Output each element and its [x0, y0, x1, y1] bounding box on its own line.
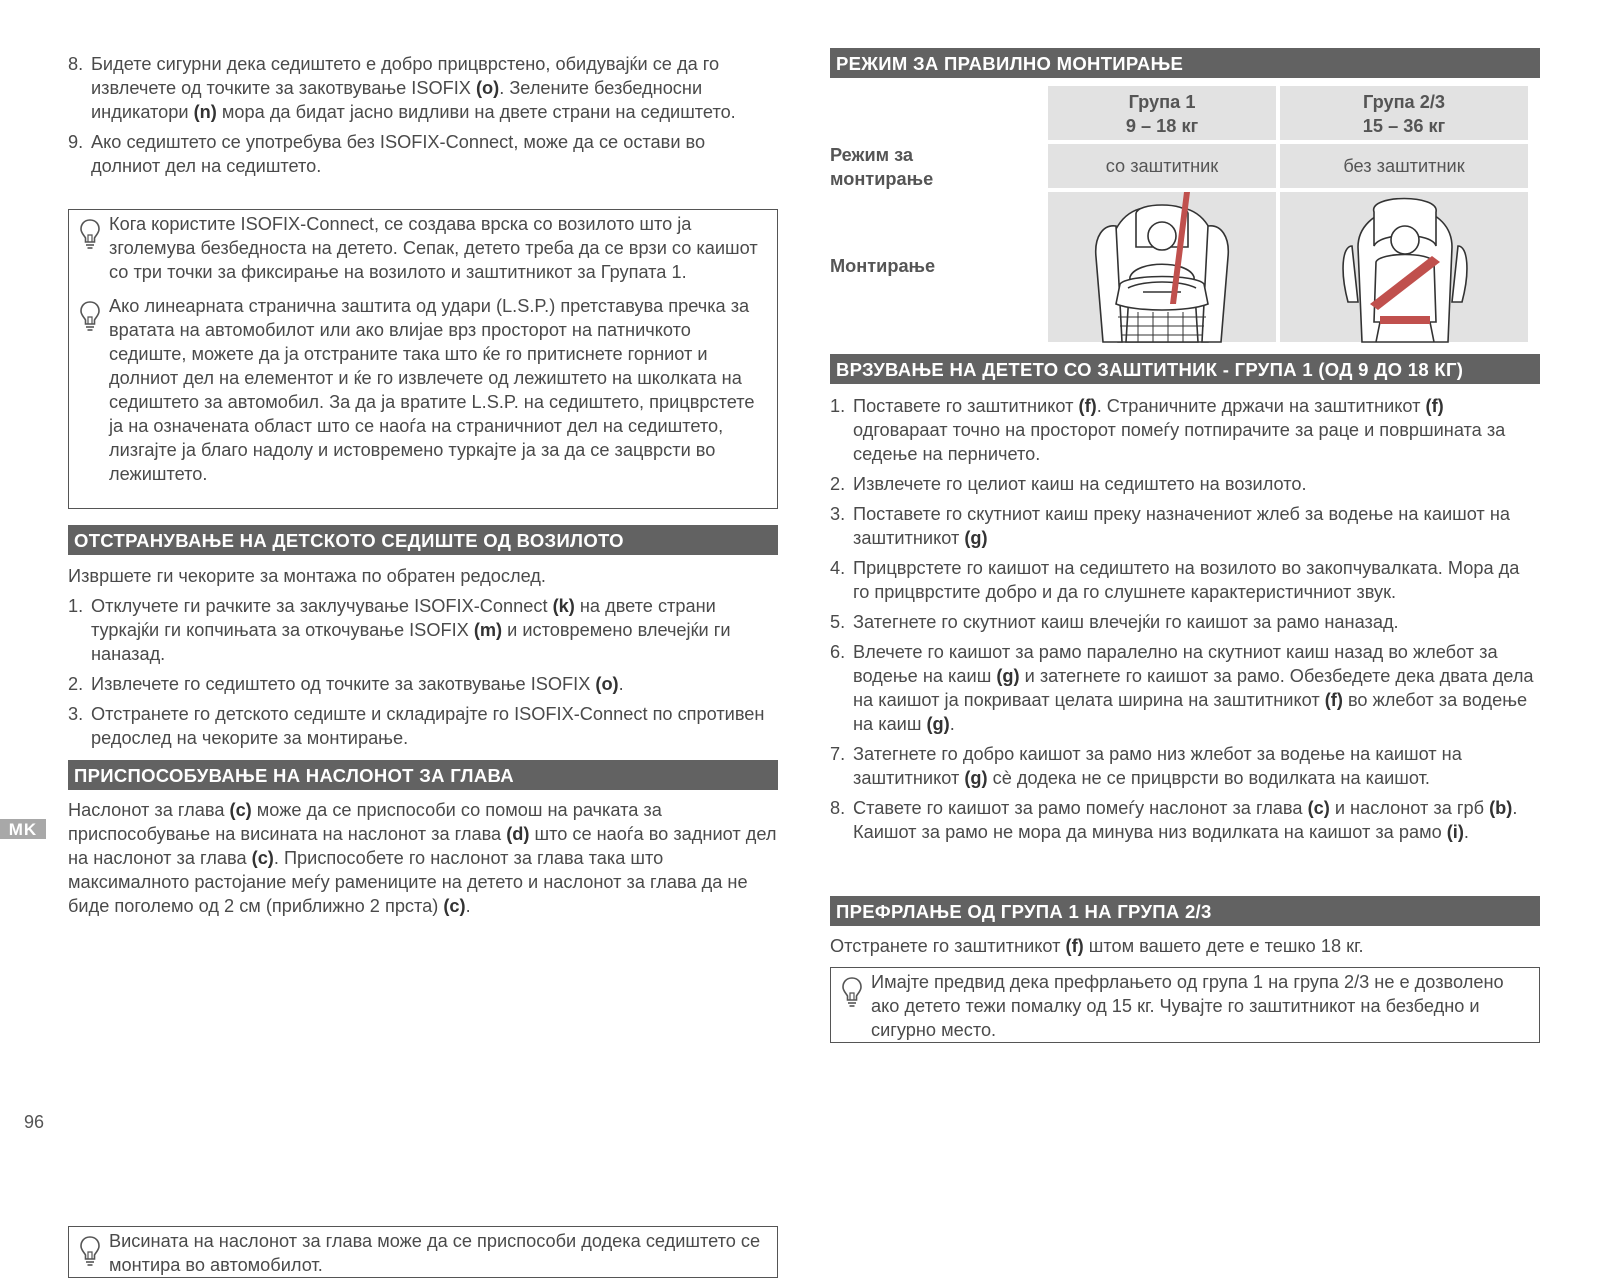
part-reference: (g)	[926, 714, 950, 734]
lightbulb-icon	[79, 300, 101, 332]
section-heading-harness: ВРЗУВАЊЕ НА ДЕТЕТО СО ЗАШТИТНИК - ГРУПА 1 (ОД 9 ДО 18 КГ)	[830, 354, 1540, 384]
list-item	[68, 672, 778, 696]
text-run: Извлечете го целиот каиш на седиштето на возилото.	[853, 474, 1307, 494]
text-run: Наслонот за глава	[68, 800, 230, 820]
note-text: Висината на наслонот за глава може да се приспособи додека седиштето се монтира во автомобилот.	[109, 1231, 761, 1275]
section-heading-switch: ПРЕФРЛАЊЕ ОД ГРУПА 1 НА ГРУПА 2/3	[830, 896, 1540, 926]
illustration-group1-shield	[1048, 192, 1276, 342]
part-reference: (i)	[1446, 822, 1464, 842]
text-run: на двете страни туркајќи ги копчињата за откочување ISOFIX	[91, 596, 716, 640]
list-item	[68, 594, 778, 666]
mounting-mode-table	[830, 86, 1540, 342]
list-item	[830, 610, 1540, 634]
part-reference: (c)	[251, 848, 274, 868]
headrest-paragraph	[68, 798, 778, 918]
text-run: одговараат точно на просторот помеѓу потпирачите за раце и површината за седење на перничето.	[853, 420, 1506, 464]
group1-name: Група 1	[1128, 92, 1196, 112]
note-text: Ако линеарната странична заштита од удари (L.S.P.) претставува пречка за вратата на автомобилот или ако влијае врз просторот на патничкото седиште, можете да ја отстраните така што ќе го притиснете горниот и долниот дел на елементот и ќе го извлечете од лежиштето на школката на седиштето за автомобил. За да ја вратите L.S.P. на седиштето, прицврстете ја на означената област што се наоѓа на страничниот дел на седиштето, лизгајте ја благо надолу и истовремено туркајте ја за да се зацврсти во лежиштето.	[109, 296, 755, 484]
part-reference: (f)	[1065, 936, 1084, 956]
note-item	[109, 212, 769, 284]
text-run: .	[618, 674, 624, 694]
text-run: може да се приспособи со помош на рачката за приспособување на висината на наслонот за глава	[68, 800, 662, 844]
list-item	[830, 640, 1540, 736]
list-item-number: 2.	[68, 674, 84, 694]
part-reference: (c)	[1307, 798, 1330, 818]
text-run: Отстранете го детското седиште и складирајте го ISOFIX-Connect по спротивен редослед на чекорите за монтирање.	[91, 704, 765, 748]
group1-weight: 9 – 18 кг	[1125, 116, 1199, 136]
note-text: Имајте предвид дека префрлањето од група 1 на група 2/3 не е дозволено ако детето тежи помалку од 15 кг. Чувајте го заштитникот на безбедно и сигурно место.	[871, 972, 1504, 1040]
text-run: мора да бидат јасно видливи на двете страни на седиштето.	[216, 102, 736, 122]
text-run: .	[465, 896, 471, 916]
text-run: Поставете го заштитникот	[853, 396, 1079, 416]
list-item-number: 1.	[830, 396, 846, 416]
right-column	[830, 0, 1540, 1040]
list-item-number: 6.	[830, 642, 846, 662]
list-item	[830, 742, 1540, 790]
group23-name: Група 2/3	[1362, 92, 1446, 112]
part-reference: (g)	[996, 666, 1020, 686]
section-heading-removal: ОТСТРАНУВАЊЕ НА ДЕТСКОТО СЕДИШТЕ ОД ВОЗИЛОТО	[68, 525, 778, 555]
list-item	[68, 702, 778, 750]
text-run: и истовремено влечејќи ги наназад.	[91, 620, 731, 664]
list-item	[830, 502, 1540, 550]
text-run: .	[1463, 822, 1469, 842]
list-item-number: 7.	[830, 744, 846, 764]
text-run: . Каишот за рамо не мора да минува низ водилката на каишот за рамо	[853, 798, 1518, 842]
part-reference: (o)	[475, 78, 500, 98]
lightbulb-icon	[79, 1235, 101, 1267]
row-label-line: монтирање	[830, 169, 934, 189]
text-run: што се наоѓа во задниот дел на наслонот за глава	[68, 824, 777, 868]
note-box-switch	[830, 967, 1540, 1043]
part-reference: (f)	[1425, 396, 1444, 416]
part-reference: (f)	[1078, 396, 1097, 416]
text-run: Влечете го каишот за рамо паралелно на скутниот каиш назад во жлебот за водење на каиш	[853, 642, 1498, 686]
lightbulb-icon	[841, 976, 863, 1008]
part-reference: (n)	[193, 102, 217, 122]
text-run: . Страничните држачи на заштитникот	[1096, 396, 1426, 416]
row-label-line: Режим за	[830, 145, 914, 165]
text-run: сè додека не се прицврсти во водилката на каишот.	[987, 768, 1430, 788]
part-reference: (c)	[443, 896, 466, 916]
part-reference: (k)	[552, 596, 575, 616]
list-item-number: 5.	[830, 612, 846, 632]
lap-belt	[1380, 316, 1430, 324]
table-header-group1	[1048, 86, 1276, 140]
part-reference: (d)	[506, 824, 530, 844]
left-column	[68, 0, 778, 1275]
note-box-isofix	[68, 209, 778, 509]
text-run: Затегнете го добро каишот за рамо низ жлебот за водење на каишот на заштитникот	[853, 744, 1462, 788]
list-item-number: 9.	[68, 132, 84, 152]
table-header-group23	[1280, 86, 1528, 140]
part-reference: (g)	[964, 528, 988, 548]
list-item-number: 8.	[830, 798, 846, 818]
text-run: Затегнете го скутниот каиш влечејќи го каишот за рамо наназад.	[853, 612, 1399, 632]
row-label-mode	[830, 143, 1040, 191]
removal-intro: Извршете ги чекорите за монтажа по обратен редослед.	[68, 566, 546, 586]
list-item-number: 1.	[68, 596, 84, 616]
text-run: штом вашето дете е тешко 18 кг.	[1083, 936, 1364, 956]
cell-with-shield: со заштитник	[1048, 144, 1276, 188]
part-reference: (o)	[595, 674, 619, 694]
list-item-number: 2.	[830, 474, 846, 494]
lightbulb-icon	[79, 218, 101, 250]
child-seat-belt-illustration	[1280, 192, 1528, 342]
list-item	[830, 796, 1540, 844]
list-item-number: 8.	[68, 54, 84, 74]
text-run: Поставете го скутниот каиш преку назначениот жлеб за водење на каишот на заштитникот	[853, 504, 1510, 548]
list-item	[830, 472, 1540, 496]
text-run: и наслонот за грб	[1329, 798, 1490, 818]
part-reference: (b)	[1489, 798, 1513, 818]
text-run: Ставете го каишот за рамо помеѓу наслонот за глава	[853, 798, 1308, 818]
list-item	[830, 394, 1540, 466]
language-tab: MK	[0, 819, 46, 839]
text-run: во жлебот за водење на каиш	[853, 690, 1528, 734]
note-text: Кога користите ISOFIX-Connect, се создава врска со возилото што ја зголемува безбедноста на детето. Сепак, детето треба да се врзи со каишот со три точки за фиксирање на возилото и заштитникот за Групата 1.	[109, 214, 758, 282]
section-heading-mounting-mode: РЕЖИМ ЗА ПРАВИЛНО МОНТИРАЊЕ	[830, 48, 1540, 78]
text-run: . Приспособете го наслонот за глава така што максималното растојание меѓу рамениците на детето и наслонот за глава да не биде поголемо од 2 см (приближно 2 прста)	[68, 848, 748, 916]
text-run: Извлечете го седиштето од точките за закотвување ISOFIX	[91, 674, 596, 694]
removal-steps-list	[68, 594, 778, 756]
list-item	[68, 130, 778, 178]
list-item	[830, 556, 1540, 604]
switch-paragraph	[830, 934, 1540, 958]
harness-steps-list	[830, 394, 1540, 850]
note-item	[109, 1229, 769, 1277]
text-run: Отстранете го заштитникот	[830, 936, 1066, 956]
part-reference: (f)	[1324, 690, 1343, 710]
text-run: Бидете сигурни дека седиштето е добро прицврстено, обидувајќи се да го извлечете од точките за закотвување ISOFIX	[91, 54, 720, 98]
text-run: и затегнете го каишот за рамо. Обезбедете дека двата дела на каишот ја покриваат целата ширина на заштитникот	[853, 666, 1534, 710]
list-item-number: 3.	[68, 704, 84, 724]
part-reference: (g)	[964, 768, 988, 788]
text-run: Прицврстете го каишот на седиштето на возилото во закопчувалката. Мора да го прицврстите добро и да го слушнете карактеристичниот звук.	[853, 558, 1520, 602]
page-number: 96	[24, 1112, 45, 1132]
note-box-headrest	[68, 1226, 778, 1278]
part-reference: (c)	[229, 800, 252, 820]
row-label-mounting: Монтирање	[830, 256, 936, 276]
cell-without-shield: без заштитник	[1280, 144, 1528, 188]
text-run: . Зелените безбедносни индикатори	[91, 78, 703, 122]
list-item-number: 4.	[830, 558, 846, 578]
section-heading-headrest: ПРИСПОСОБУВАЊЕ НА НАСЛОНОТ ЗА ГЛАВА	[68, 760, 778, 790]
mounting-steps-list	[68, 52, 778, 184]
part-reference: (m)	[473, 620, 503, 640]
list-item-number: 3.	[830, 504, 846, 524]
note-item	[871, 970, 1531, 1042]
note-item	[109, 294, 769, 486]
text-run: Отклучете ги рачките за заклучување ISOFIX-Connect	[91, 596, 553, 616]
text-run: .	[949, 714, 955, 734]
child-seat-shield-illustration	[1048, 192, 1276, 342]
illustration-group23-belt	[1280, 192, 1528, 342]
list-item	[68, 52, 778, 124]
text-run: Ако седиштето се употребува без ISOFIX-Connect, може да се остави во долниот дел на седиштето.	[91, 132, 706, 176]
group23-weight: 15 – 36 кг	[1362, 116, 1446, 136]
